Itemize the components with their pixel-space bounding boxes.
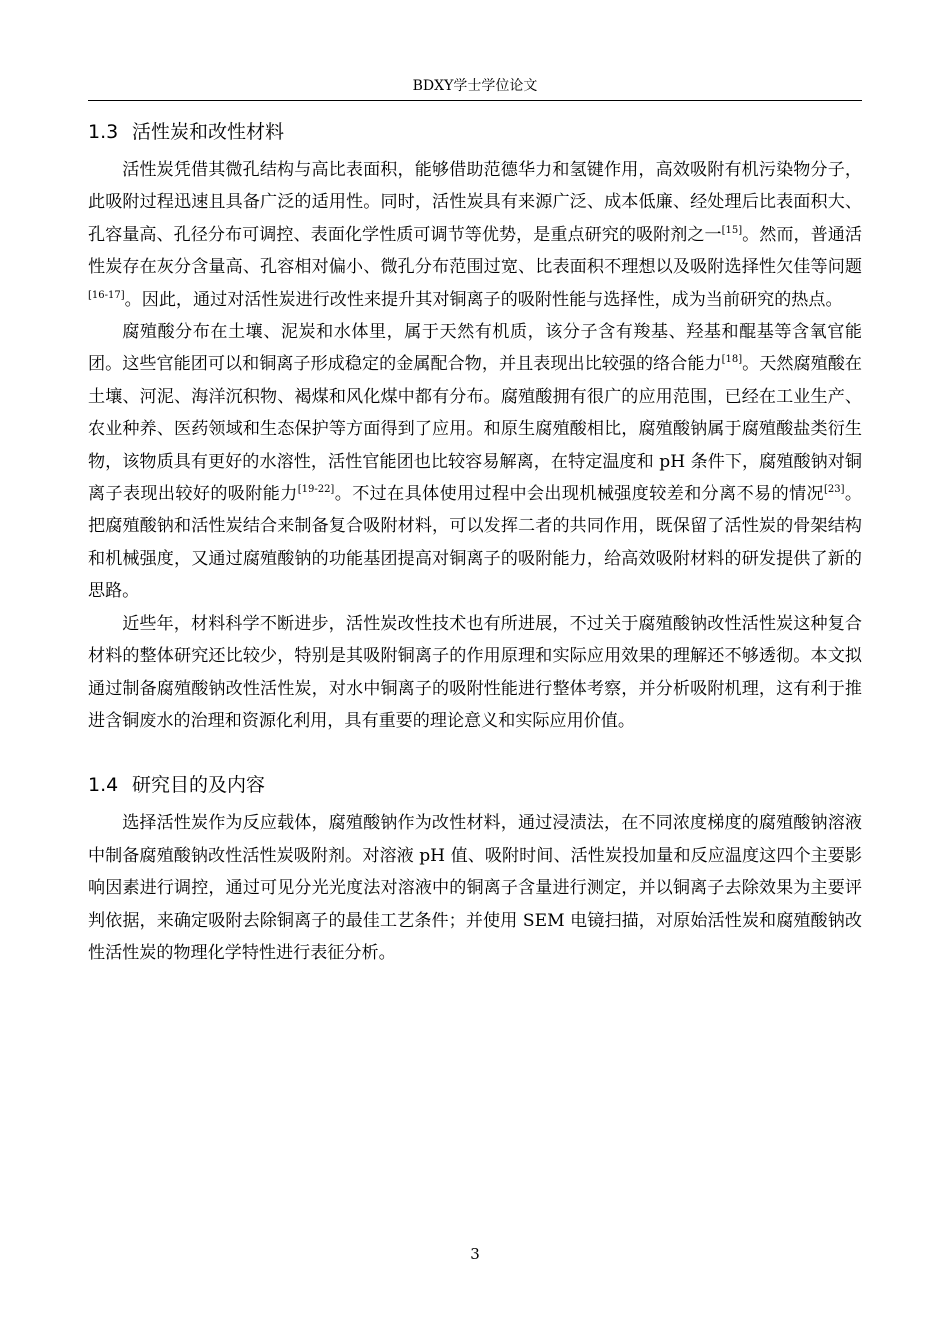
citation: [15] [721, 224, 743, 236]
page-number [0, 1242, 950, 1266]
paragraph-text: 。因此，通过对活性炭进行改性来提升其对铜离子的吸附性能与选择性，成为当前研究的热点。 [124, 289, 843, 310]
paragraph [88, 154, 862, 316]
paragraph-text: 活性炭凭借其微孔结构与高比表面积，能够借助范德华力和氢键作用，高效吸附有机污染物分子，此吸附过程迅速且具备广泛的适用性。同时，活性炭具有来源广泛、成本低廉、经处理后比表面积大、孔容量高、孔径分布可调控、表面化学性质可调节等优势，是重点研究的吸附剂之一 [88, 160, 862, 245]
running-header [88, 72, 862, 101]
paragraph [88, 807, 862, 969]
paragraph-text: 近些年，材料科学不断进步，活性炭改性技术也有所进展，不过关于腐殖酸钠改性活性炭这种复合材料的整体研究还比较少，特别是其吸附铜离子的作用原理和实际应用效果的理解还不够透彻。本文拟通过制备腐殖酸钠改性活性炭，对水中铜离子的吸附性能进行整体考察，并分析吸附机理，这有利于推进含铜废水的治理和资源化利用，具有重要的理论意义和实际应用价值。 [88, 613, 862, 731]
section-number: 1.4 [88, 774, 119, 797]
paragraph [88, 608, 862, 738]
citation: [18] [721, 354, 743, 366]
paragraph-text: 选择活性炭作为反应载体，腐殖酸钠作为改性材料，通过浸渍法，在不同浓度梯度的腐殖酸钠溶液中制备腐殖酸钠改性活性炭吸附剂。对溶液 pH 值、吸附时间、活性炭投加量和反应温度这四个主要影响因素进行调控，通过可见分光光度法对溶液中的铜离子含量进行测定，并以铜离子去除效果为主要评判依据，来确定吸附去除铜离子的最佳工艺条件；并使用 SEM 电镜扫描，对原始活性炭和腐殖酸钠改性活性炭的物理化学特性进行表征分析。 [88, 813, 862, 963]
section-title: 活性炭和改性材料 [132, 121, 285, 143]
page-number-value: 3 [470, 1245, 480, 1263]
header-title: BDXY学士学位论文 [412, 78, 538, 94]
citation: [16-17] [88, 289, 125, 301]
paragraph-text: 腐殖酸分布在土壤、泥炭和水体里，属于天然有机质，该分子含有羧基、羟基和醌基等含氧官能团。这些官能团可以和铜离子形成稳定的金属配合物，并且表现出比较强的络合能力 [88, 322, 862, 375]
paragraph-text: 。天然腐殖酸在土壤、河泥、海洋沉积物、褐煤和风化煤中都有分布。腐殖酸拥有很广的应用范围，已经在工业生产、农业种养、医药领域和生态保护等方面得到了应用。和原生腐殖酸相比，腐殖酸钠属于腐殖酸盐类衍生物，该物质具有更好的水溶性，活性官能团也比较容易解离，在特定温度和 pH 条件下，腐殖酸钠对铜离子表现出较好的吸附能力 [88, 354, 863, 505]
paragraph [88, 316, 862, 608]
page-body [88, 116, 862, 969]
section-title: 研究目的及内容 [132, 774, 266, 797]
citation: [23] [824, 484, 845, 496]
section-heading-1-3 [88, 116, 862, 148]
citation: [19-22] [297, 484, 335, 496]
section-number: 1.3 [88, 121, 119, 143]
paragraph-text: 。然而，普通活性炭存在灰分含量高、孔容相对偏小、微孔分布范围过宽、比表面积不理想以及吸附选择性欠佳等问题 [88, 224, 863, 278]
section-heading-1-4 [88, 769, 862, 801]
paragraph-text: 。不过在具体使用过程中会出现机械强度较差和分离不易的情况 [334, 484, 825, 505]
paragraph-text: 。把腐殖酸钠和活性炭结合来制备复合吸附材料，可以发挥二者的共同作用，既保留了活性炭的骨架结构和机械强度，又通过腐殖酸钠的功能基团提高对铜离子的吸附能力，给高效吸附材料的研发提供了新的思路。 [88, 484, 863, 602]
